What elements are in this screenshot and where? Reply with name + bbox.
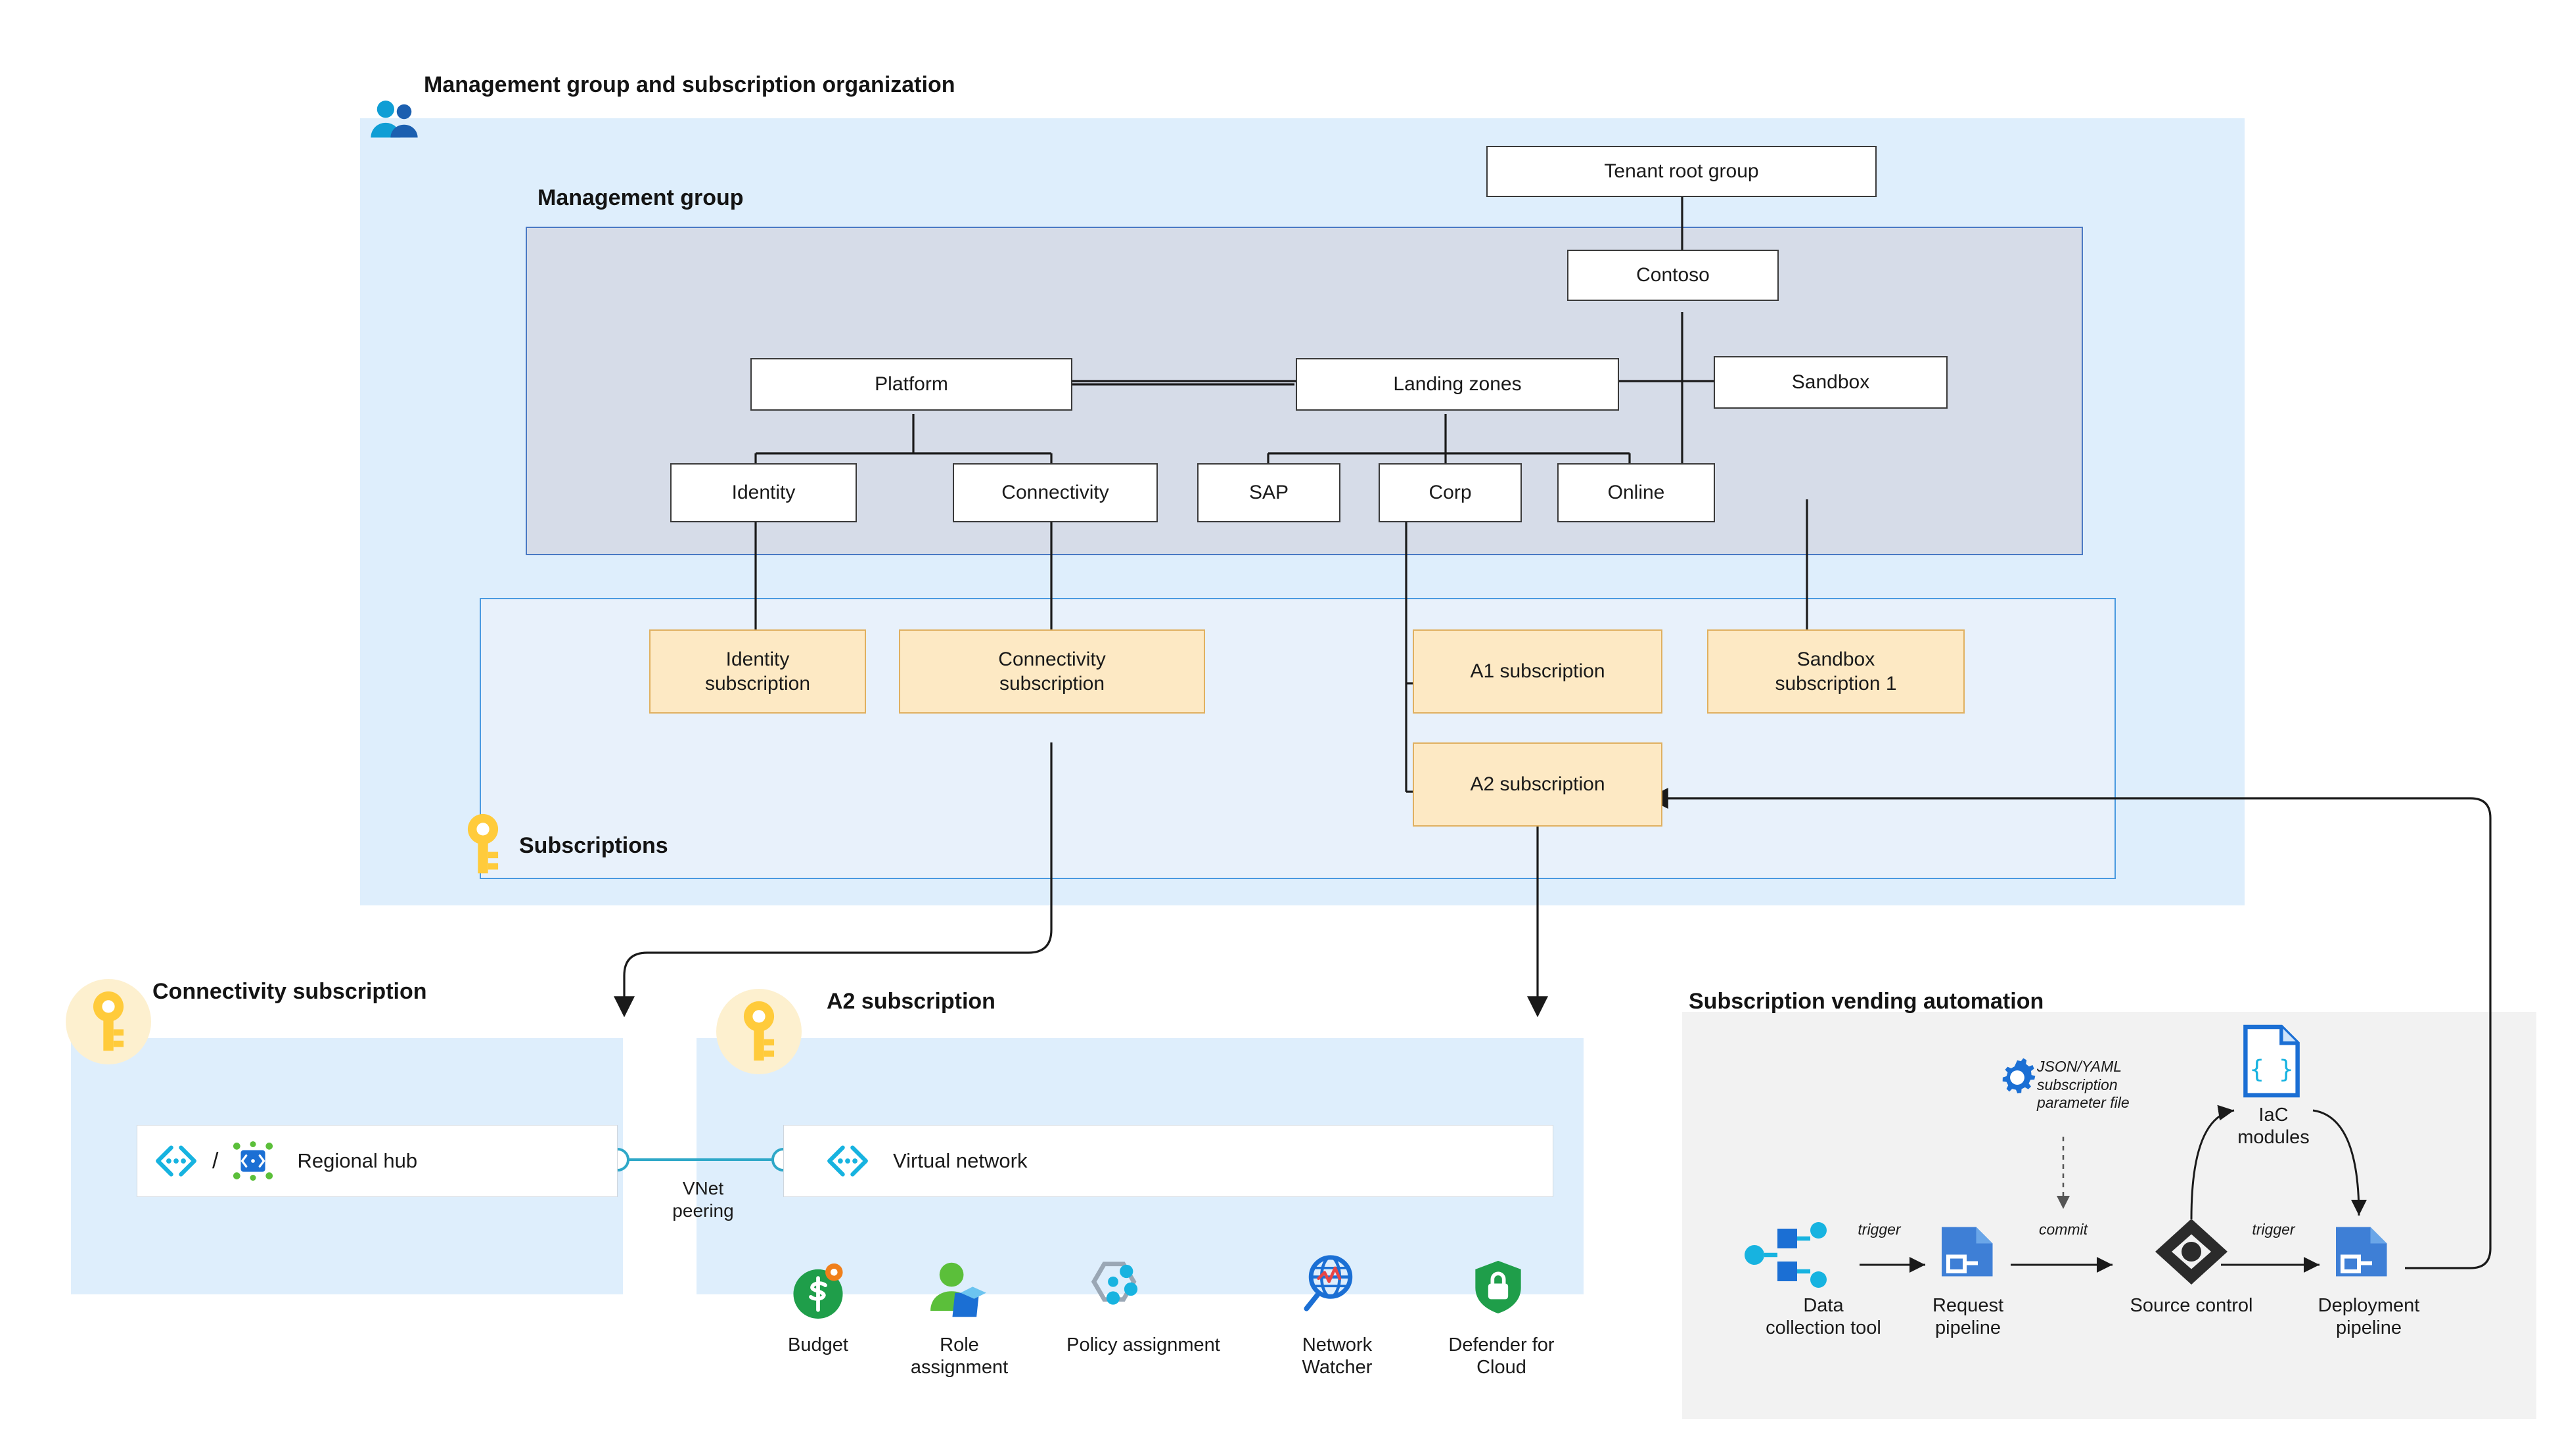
defender-for-cloud-label [1413, 1334, 1590, 1378]
mg-landing-zones[interactable] [1296, 358, 1619, 411]
subscription-sandbox-1-label-line2: subscription 1 [1775, 673, 1897, 694]
iac-modules-label-line2: modules [2237, 1127, 2310, 1149]
mg-platform[interactable] [750, 358, 1072, 411]
subscription-a1-label: A1 subscription [1470, 660, 1605, 683]
virtual-network-label: Virtual network [893, 1149, 1028, 1172]
defender-for-cloud-label-line1: Defender for [1448, 1334, 1555, 1355]
iac-modules-label-line1: IaC [2258, 1104, 2289, 1126]
role-assignment-label-line1: Role [940, 1334, 979, 1355]
mg-platform-label: Platform [875, 373, 948, 395]
mg-contoso[interactable] [1567, 250, 1779, 301]
source-control-label: Source control [2130, 1295, 2253, 1316]
deployment-pipeline-label-line2: pipeline [2336, 1317, 2402, 1339]
mg-online[interactable] [1557, 463, 1715, 522]
parameter-file-label-line2: subscription [2037, 1076, 2118, 1093]
subscription-connectivity[interactable] [899, 629, 1205, 714]
key-icon-a2 [735, 999, 783, 1064]
mg-sap-label: SAP [1248, 482, 1289, 503]
vnet-peering-label-line1: VNet [682, 1178, 724, 1198]
mg-landing-zones-label: Landing zones [1393, 373, 1522, 395]
defender-for-cloud-icon [1464, 1254, 1532, 1322]
a2-subscription-title: A2 subscription [827, 989, 995, 1014]
mg-online-label: Online [1607, 482, 1665, 503]
virtual-network-icon [823, 1143, 872, 1179]
deployment-pipeline-label-line1: Deployment [2318, 1295, 2420, 1316]
source-control-icon [2149, 1212, 2234, 1291]
vnet-peering-label [647, 1177, 759, 1221]
key-icon-subscriptions [460, 811, 506, 877]
vnet-icon [152, 1143, 200, 1179]
request-pipeline-label [1892, 1294, 2044, 1339]
key-icon-connectivity [84, 989, 133, 1055]
mg-tenant-root-group[interactable] [1486, 146, 1877, 197]
subscription-a2[interactable] [1413, 742, 1662, 827]
mg-sandbox[interactable] [1714, 356, 1948, 409]
subscriptions-title: Subscriptions [519, 833, 668, 858]
budget-label: Budget [788, 1334, 848, 1355]
request-pipeline-label-line2: pipeline [1935, 1317, 2001, 1339]
subscription-connectivity-label-line2: subscription [999, 673, 1105, 694]
mg-identity[interactable] [670, 463, 857, 522]
edge-trigger-1-label: trigger [1858, 1221, 1901, 1238]
role-assignment-label-line2: assignment [910, 1357, 1009, 1378]
parameter-file-label-line3: parameter file [2037, 1094, 2130, 1112]
edge-commit-label: commit [2038, 1221, 2088, 1238]
defender-for-cloud-label-line2: Cloud [1476, 1357, 1526, 1378]
network-watcher-label-line1: Network [1302, 1334, 1373, 1355]
iac-modules-label [2201, 1104, 2346, 1149]
regional-hub-separator: / [212, 1148, 219, 1173]
request-pipeline-label-line1: Request [1932, 1295, 2003, 1316]
data-collection-tool-icon [1741, 1216, 1833, 1294]
svg-text:{ }: { } [2249, 1055, 2294, 1083]
subscription-identity-label-line1: Identity [725, 648, 790, 670]
mg-corp[interactable] [1379, 463, 1522, 522]
role-assignment-icon [920, 1254, 992, 1326]
mgmt-org-title: Management group and subscription organization [424, 72, 955, 97]
connectivity-subscription-title: Connectivity subscription [152, 979, 427, 1004]
policy-assignment-label: Policy assignment [1066, 1334, 1220, 1355]
deployment-pipeline-icon [2320, 1212, 2398, 1291]
parameter-file-label [2037, 1058, 2201, 1112]
data-collection-tool-label-line1: Data [1803, 1295, 1844, 1316]
subscription-sandbox-1-label-line1: Sandbox [1796, 648, 1875, 670]
mg-connectivity[interactable] [953, 463, 1158, 522]
iac-modules-icon [2237, 1022, 2306, 1101]
subscription-connectivity-label-line1: Connectivity [998, 648, 1106, 670]
parameter-file-label-line1: JSON/YAML [2037, 1058, 2122, 1075]
users-icon [365, 92, 424, 151]
mg-sap[interactable] [1197, 463, 1340, 522]
edge-trigger-2-label: trigger [2252, 1221, 2295, 1238]
regional-hub-label: Regional hub [297, 1149, 418, 1172]
subscription-sandbox-1[interactable] [1707, 629, 1965, 714]
subscription-a1[interactable] [1413, 629, 1662, 714]
policy-assignment-icon [1078, 1254, 1149, 1325]
mg-connectivity-label: Connectivity [1001, 482, 1109, 503]
vending-title: Subscription vending automation [1689, 989, 2044, 1014]
mg-contoso-label: Contoso [1636, 264, 1710, 286]
subscription-identity-label-line2: subscription [704, 673, 811, 694]
request-pipeline-icon [1925, 1212, 2004, 1291]
network-watcher-label [1268, 1334, 1406, 1378]
subscription-a2-label: A2 subscription [1470, 773, 1605, 796]
network-watcher-icon [1294, 1248, 1367, 1321]
virtual-network-box[interactable] [783, 1125, 1553, 1197]
vnet-peering-label-line2: peering [672, 1200, 734, 1221]
data-collection-tool-label-line2: collection tool [1766, 1317, 1881, 1339]
subscription-identity[interactable] [649, 629, 866, 714]
budget-icon [783, 1256, 853, 1326]
deployment-pipeline-label [2274, 1294, 2464, 1339]
mg-sandbox-label: Sandbox [1791, 371, 1870, 393]
network-watcher-label-line2: Watcher [1302, 1357, 1373, 1378]
management-group-title: Management group [537, 185, 744, 210]
regional-hub-box[interactable] [137, 1125, 618, 1197]
parameter-file-gear-icon [1994, 1055, 2040, 1101]
mg-corp-label: Corp [1429, 482, 1472, 503]
mg-identity-label: Identity [731, 482, 796, 503]
mg-tenant-root-group-label: Tenant root group [1604, 160, 1759, 182]
hub-icon [230, 1141, 276, 1181]
role-assignment-label [890, 1334, 1028, 1378]
